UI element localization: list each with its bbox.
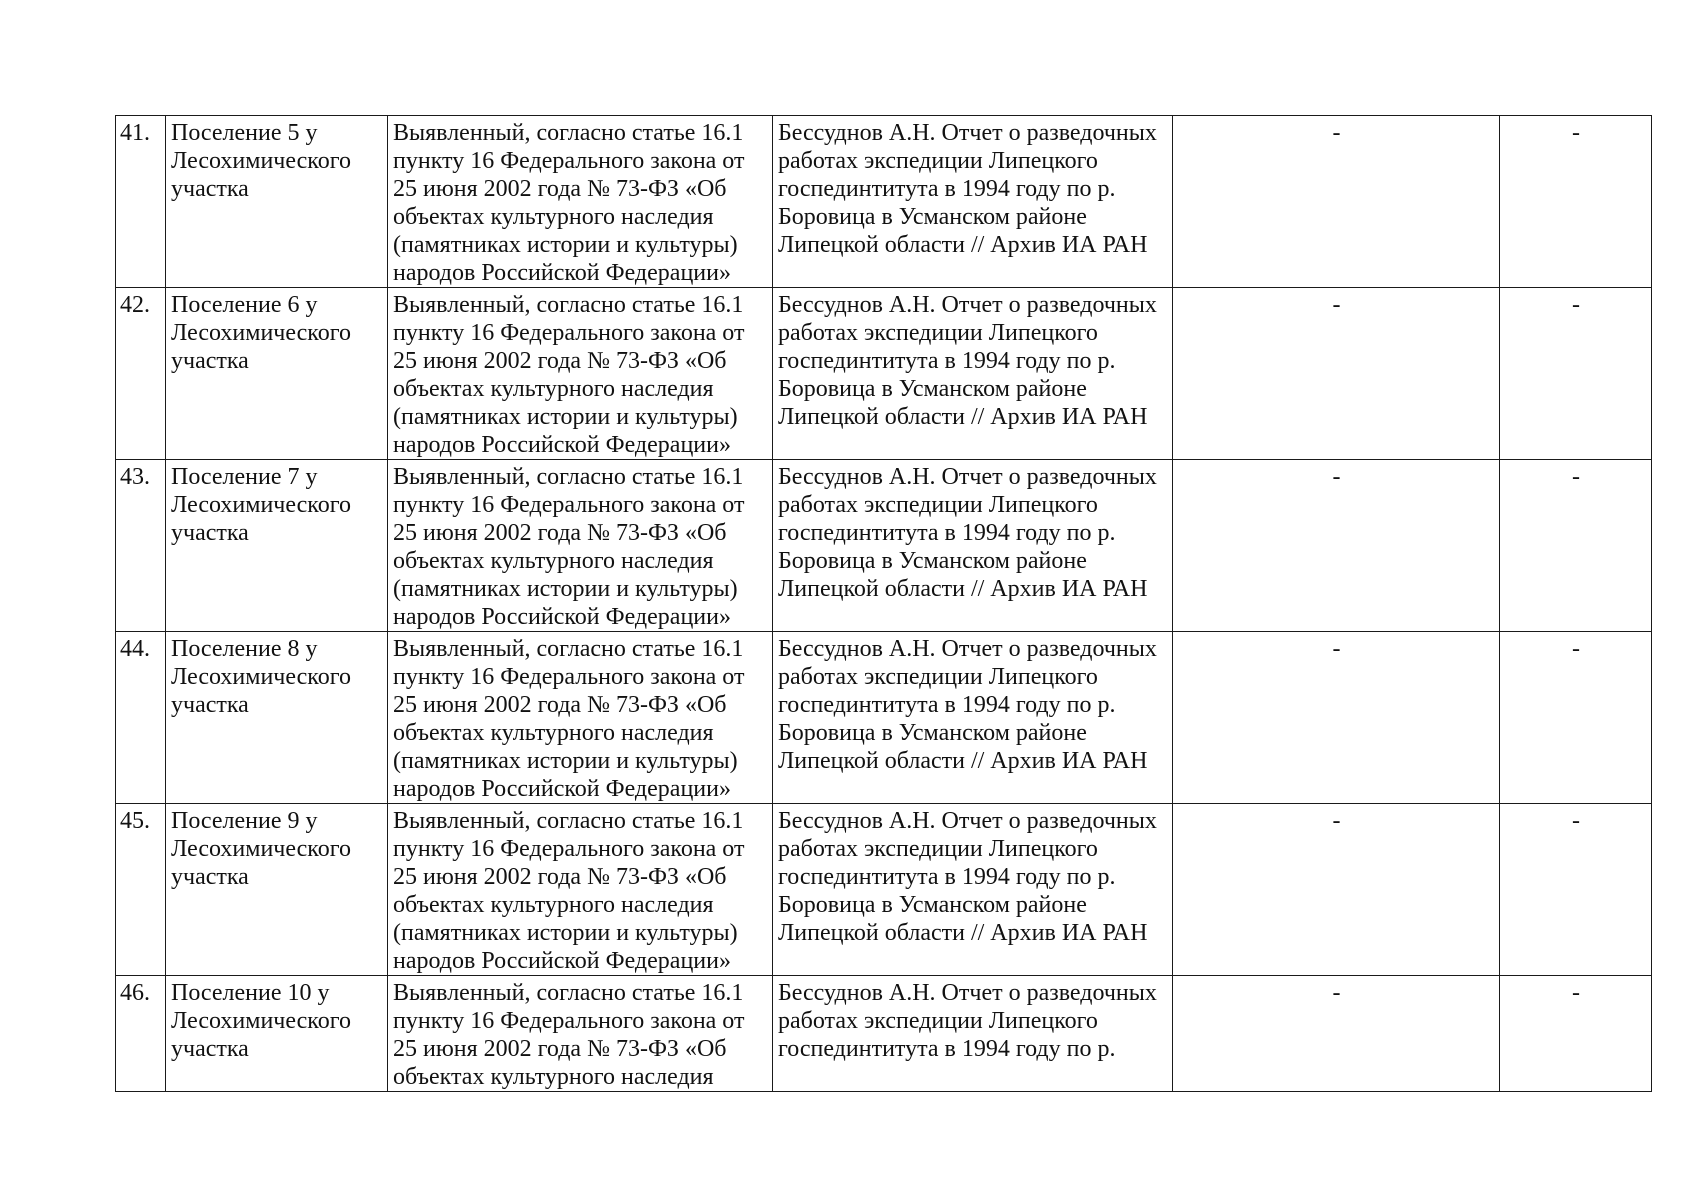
object-source-text: Бессуднов А.Н. Отчет о разведочных работах экспедиции Липецкого госпединтитута в 1994 году по р. Боровица в Усманском районе Липецкой области // Архив ИА РАН — [778, 292, 1157, 430]
object-name — [166, 116, 388, 288]
object-name — [166, 632, 388, 804]
row-number: 41. — [116, 116, 166, 288]
column-6-value: - — [1500, 976, 1652, 1092]
object-status — [388, 460, 773, 632]
object-name-text: Поселение 7 у Лесохимического участка — [171, 464, 351, 546]
object-source-text: Бессуднов А.Н. Отчет о разведочных работах экспедиции Липецкого госпединтитута в 1994 году по р. Боровица в Усманском районе Липецкой области // Архив ИА РАН — [778, 120, 1157, 258]
column-6-value: - — [1500, 460, 1652, 632]
object-source-text: Бессуднов А.Н. Отчет о разведочных работах экспедиции Липецкого госпединтитута в 1994 году по р. Боровица в Усманском районе Липецкой области // Архив ИА РАН — [778, 808, 1157, 946]
object-status-text: Выявленный, согласно статье 16.1 пункту 16 Федерального закона от 25 июня 2002 года № 73-ФЗ «Об объектах культурного наследия (памятниках истории и культуры) народов Российской Федерации» — [393, 292, 745, 458]
heritage-objects-table — [115, 115, 1652, 1092]
column-6-value: - — [1500, 288, 1652, 460]
object-name — [166, 288, 388, 460]
column-6-value: - — [1500, 632, 1652, 804]
object-status — [388, 288, 773, 460]
object-name-text: Поселение 10 у Лесохимического участка — [171, 980, 351, 1062]
object-source — [773, 288, 1173, 460]
column-5-value: - — [1173, 288, 1500, 460]
object-status — [388, 804, 773, 976]
table-row — [116, 116, 1652, 288]
object-name-text: Поселение 6 у Лесохимического участка — [171, 292, 351, 374]
object-source — [773, 804, 1173, 976]
row-number: 46. — [116, 976, 166, 1092]
column-6-value: - — [1500, 116, 1652, 288]
table-row — [116, 288, 1652, 460]
object-name — [166, 460, 388, 632]
object-status-text: Выявленный, согласно статье 16.1 пункту 16 Федерального закона от 25 июня 2002 года № 73-ФЗ «Об объектах культурного наследия (памятниках истории и культуры) народов Российской Федерации» — [393, 808, 745, 974]
object-name-text: Поселение 5 у Лесохимического участка — [171, 120, 351, 202]
column-5-value: - — [1173, 116, 1500, 288]
column-5-value: - — [1173, 804, 1500, 976]
table-row — [116, 632, 1652, 804]
object-status-text: Выявленный, согласно статье 16.1 пункту 16 Федерального закона от 25 июня 2002 года № 73-ФЗ «Об объектах культурного наследия (памятниках истории и культуры) народов Российской Федерации» — [393, 120, 745, 286]
row-number: 45. — [116, 804, 166, 976]
object-status-text: Выявленный, согласно статье 16.1 пункту 16 Федерального закона от 25 июня 2002 года № 73-ФЗ «Об объектах культурного наследия — [393, 980, 745, 1090]
object-name — [166, 804, 388, 976]
column-5-value: - — [1173, 632, 1500, 804]
object-source-text: Бессуднов А.Н. Отчет о разведочных работах экспедиции Липецкого госпединтитута в 1994 году по р. — [778, 980, 1157, 1062]
object-status — [388, 116, 773, 288]
object-status-text: Выявленный, согласно статье 16.1 пункту 16 Федерального закона от 25 июня 2002 года № 73-ФЗ «Об объектах культурного наследия (памятниках истории и культуры) народов Российской Федерации» — [393, 464, 745, 630]
row-number: 44. — [116, 632, 166, 804]
row-number: 42. — [116, 288, 166, 460]
object-status — [388, 976, 773, 1092]
column-5-value: - — [1173, 976, 1500, 1092]
object-status-text: Выявленный, согласно статье 16.1 пункту 16 Федерального закона от 25 июня 2002 года № 73-ФЗ «Об объектах культурного наследия (памятниках истории и культуры) народов Российской Федерации» — [393, 636, 745, 802]
table-row — [116, 460, 1652, 632]
table-row — [116, 976, 1652, 1092]
object-name-text: Поселение 8 у Лесохимического участка — [171, 636, 351, 718]
object-status — [388, 632, 773, 804]
object-source-text: Бессуднов А.Н. Отчет о разведочных работах экспедиции Липецкого госпединтитута в 1994 году по р. Боровица в Усманском районе Липецкой области // Архив ИА РАН — [778, 636, 1157, 774]
object-name — [166, 976, 388, 1092]
row-number: 43. — [116, 460, 166, 632]
object-source-text: Бессуднов А.Н. Отчет о разведочных работах экспедиции Липецкого госпединтитута в 1994 году по р. Боровица в Усманском районе Липецкой области // Архив ИА РАН — [778, 464, 1157, 602]
object-source — [773, 976, 1173, 1092]
object-source — [773, 460, 1173, 632]
object-name-text: Поселение 9 у Лесохимического участка — [171, 808, 351, 890]
object-source — [773, 116, 1173, 288]
column-6-value: - — [1500, 804, 1652, 976]
column-5-value: - — [1173, 460, 1500, 632]
table-row — [116, 804, 1652, 976]
object-source — [773, 632, 1173, 804]
